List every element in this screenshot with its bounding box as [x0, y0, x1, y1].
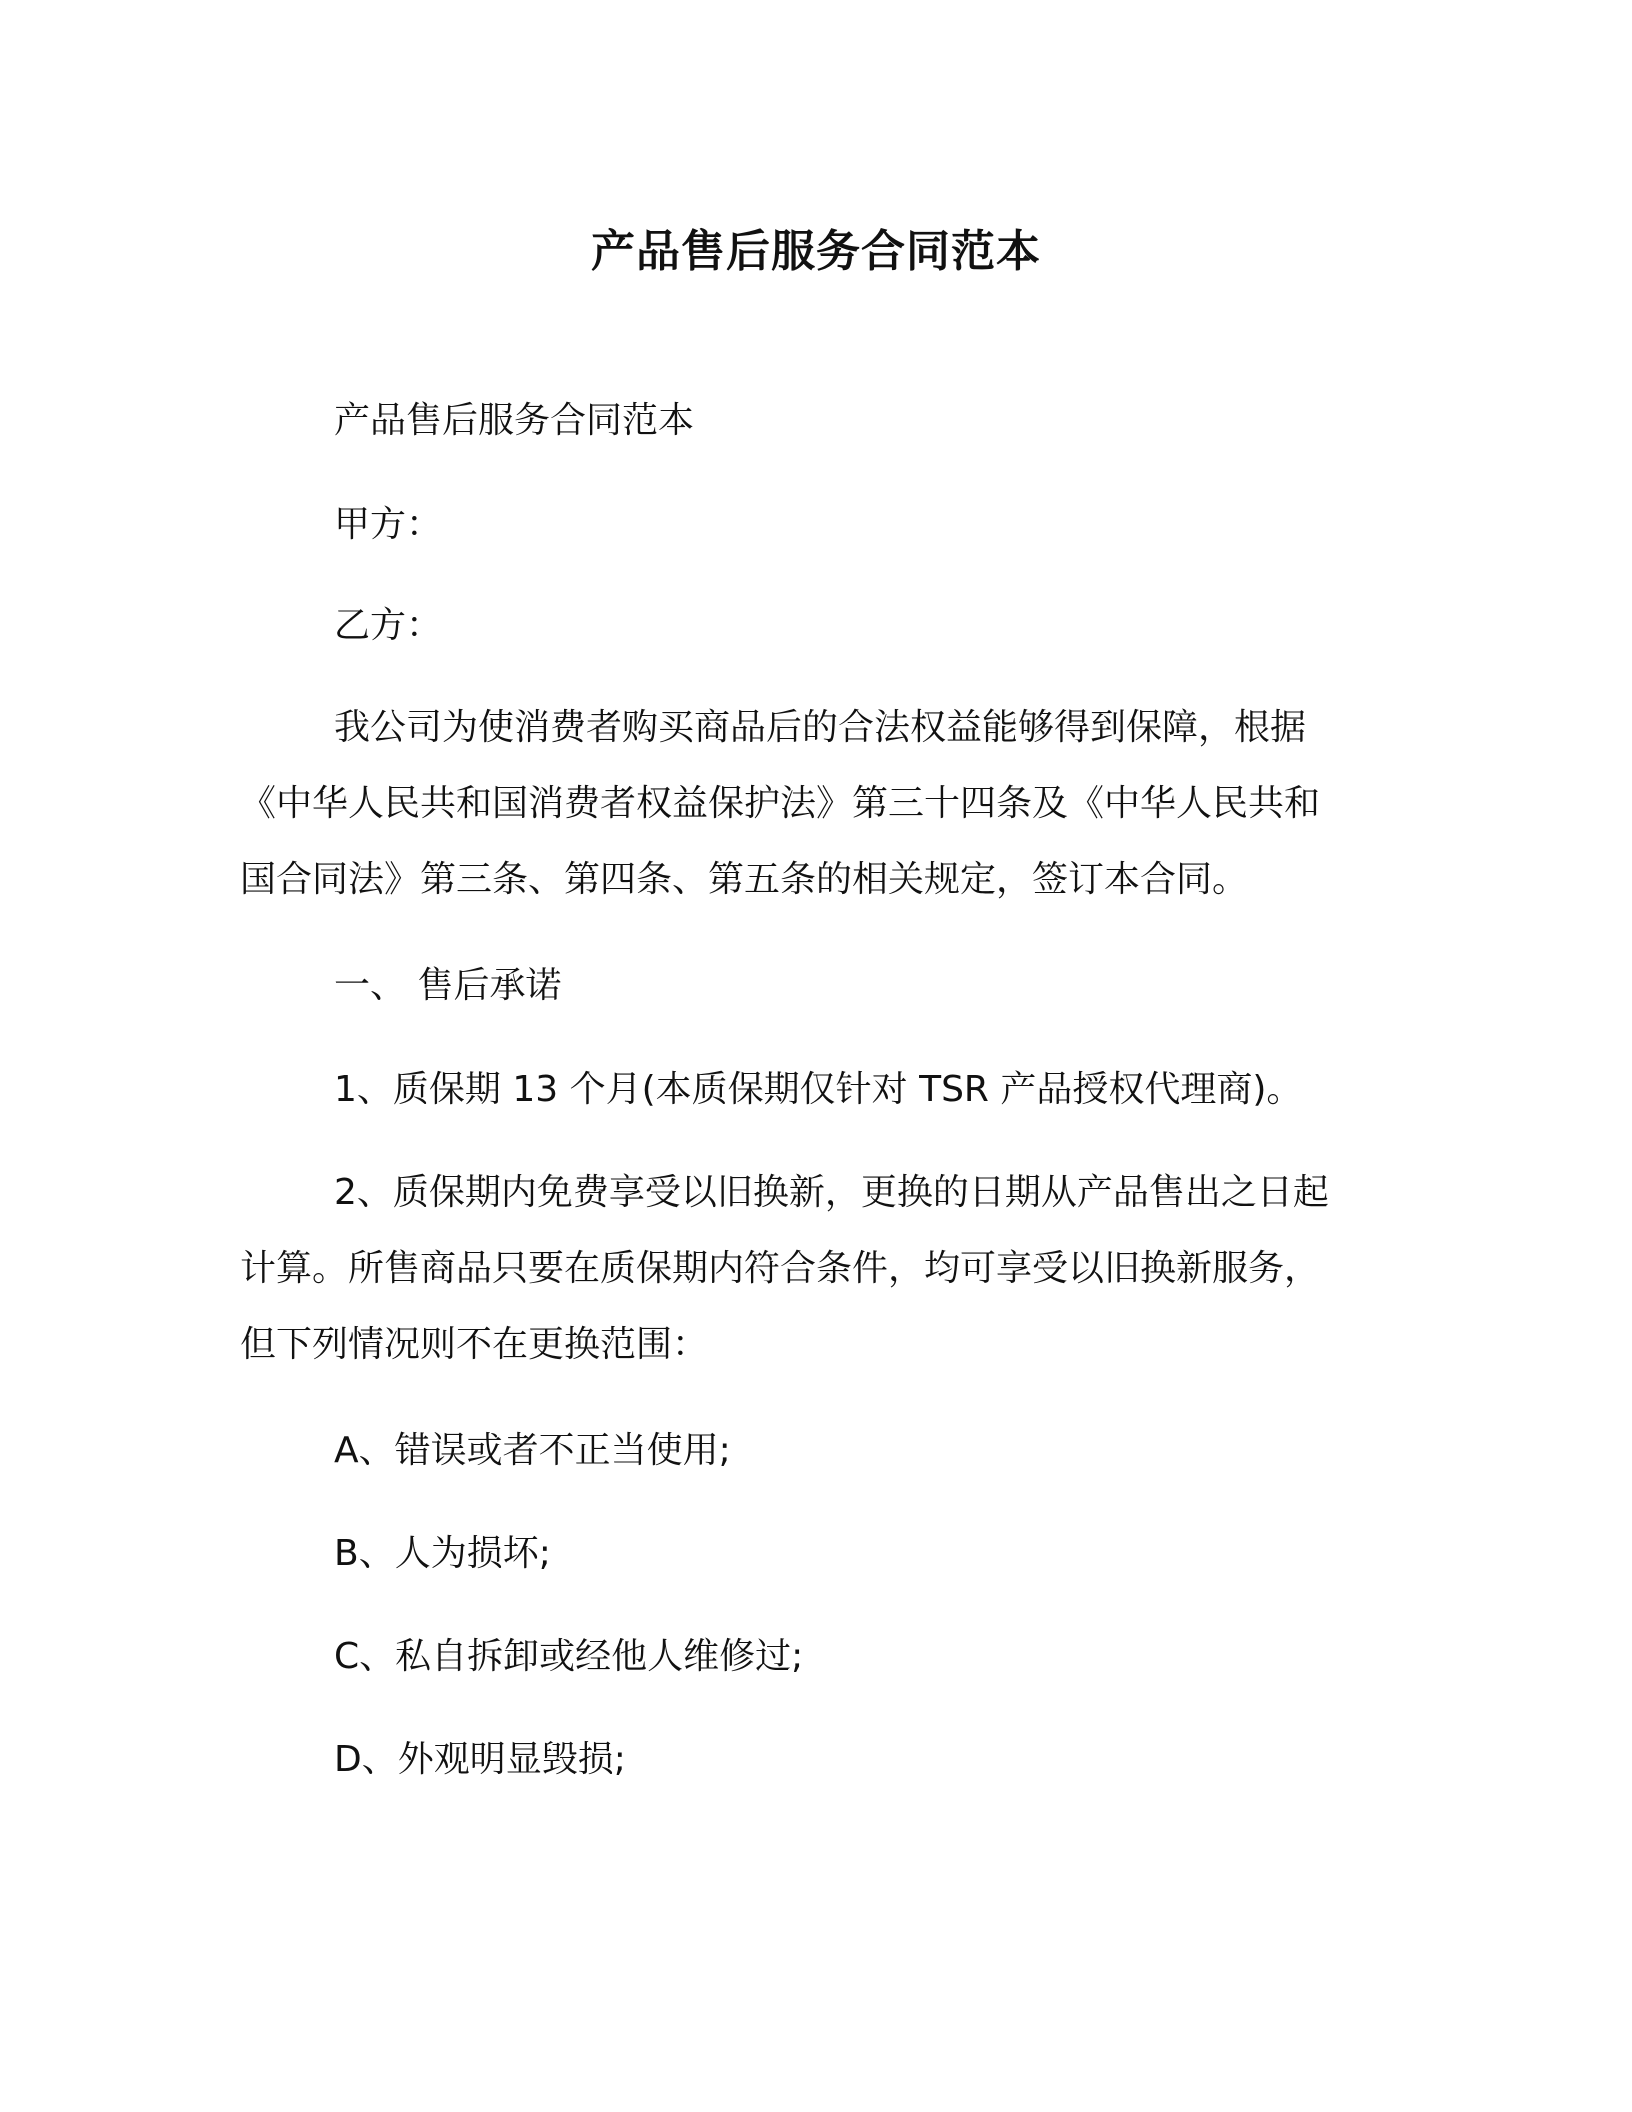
- exclusion-item-b: B、人为损坏;: [334, 1533, 551, 1574]
- clause-line: 计算。所售商品只要在质保期内符合条件，均可享受以旧换新服务，: [240, 1248, 1321, 1289]
- intro-line: 我公司为使消费者购买商品后的合法权益能够得到保障，根据: [334, 707, 1307, 748]
- clause-line: 但下列情况则不在更换范围：: [240, 1324, 709, 1365]
- clause-item-1: 1、质保期 13 个月(本质保期仅针对 TSR 产品授权代理商)。: [334, 1069, 1303, 1110]
- party-a-label: 甲方：: [334, 504, 443, 545]
- exclusion-item-c: C、私自拆卸或经他人维修过;: [334, 1636, 804, 1677]
- section-heading: 一、 售后承诺: [334, 965, 562, 1006]
- intro-line: 国合同法》第三条、第四条、第五条的相关规定，签订本合同。: [240, 859, 1249, 900]
- exclusion-item-a: A、错误或者不正当使用;: [334, 1430, 731, 1471]
- intro-paragraph: [240, 690, 1360, 918]
- document-title: 产品售后服务合同范本: [591, 226, 1041, 277]
- party-b-label: 乙方：: [334, 605, 443, 646]
- document-subtitle: 产品售后服务合同范本: [334, 400, 695, 441]
- intro-line: 《中华人民共和国消费者权益保护法》第三十四条及《中华人民共和: [240, 783, 1321, 824]
- exclusion-item-d: D、外观明显毁损;: [334, 1739, 626, 1780]
- clause-line: 2、质保期内免费享受以旧换新，更换的日期从产品售出之日起: [334, 1172, 1329, 1213]
- clause-item-2: [240, 1155, 1360, 1383]
